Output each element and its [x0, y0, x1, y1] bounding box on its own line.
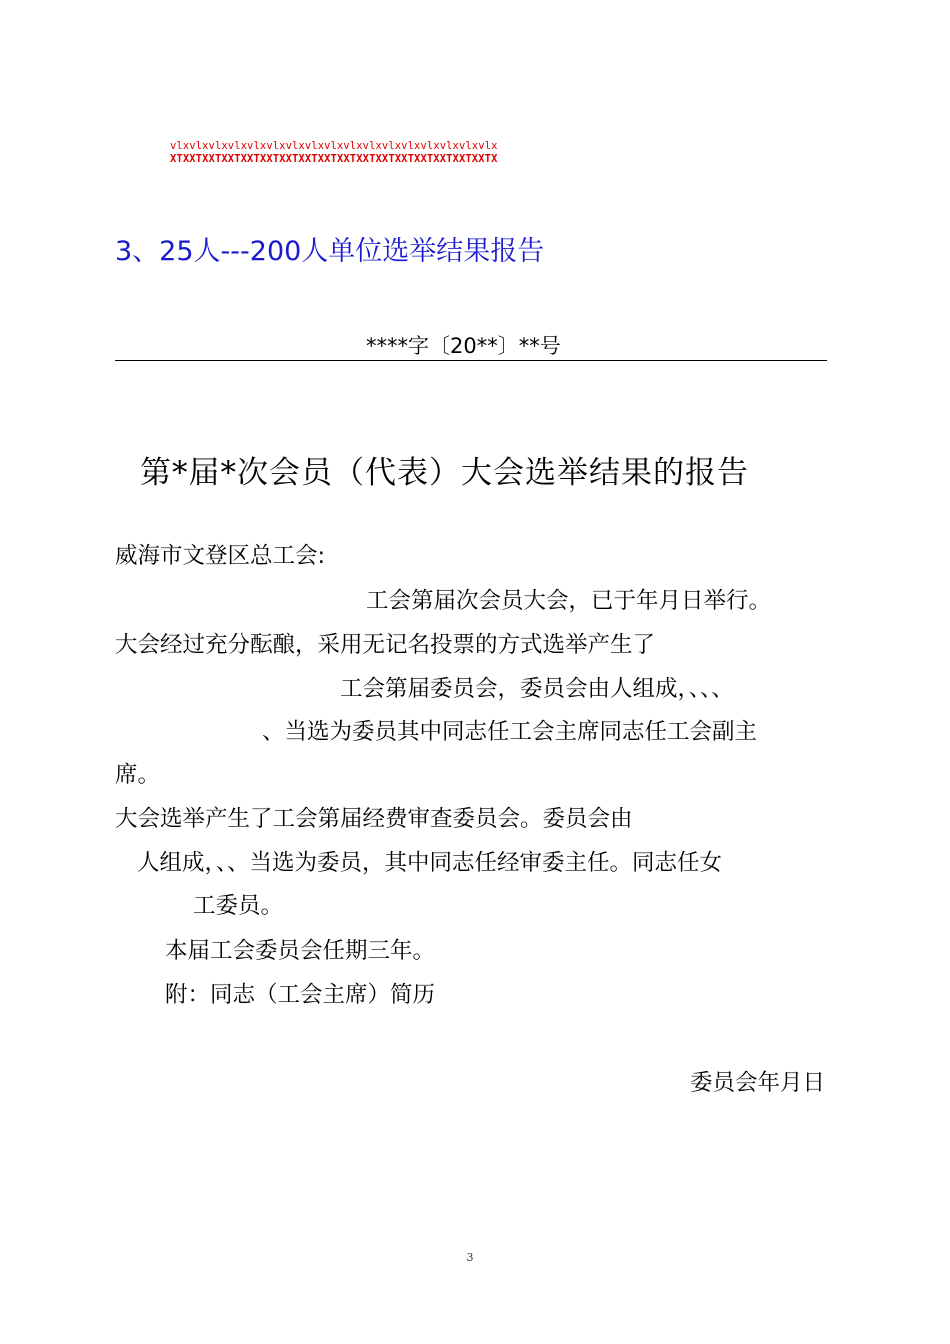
body-line: 附：同志（工会主席）简历 — [165, 982, 436, 1008]
body-line: 工委员。 — [193, 893, 284, 919]
body-line: 工会第届次会员大会，已于年月日举行。 — [366, 588, 772, 614]
body-line: 、当选为委员其中同志任工会主席同志任工会副主 — [262, 719, 758, 745]
section-heading: 3、25人---200人单位选举结果报告 — [115, 236, 545, 267]
body-line: 大会选举产生了工会第届经费审查委员会。委员会由 — [115, 806, 633, 832]
header-mark-line-1: vlxvlxvlxvlxvlxvlxvlxvlxvlxvlxvlxvlxvlxvlxvlxvlxvlx — [170, 140, 498, 152]
document-number: ****字〔20**〕**号 — [366, 334, 561, 358]
body-line: 席。 — [115, 762, 161, 788]
body-line: 工会第届委员会，委员会由人组成，、、、 — [340, 676, 734, 702]
body-line: 大会经过充分酝酿，采用无记名投票的方式选举产生了 — [115, 632, 656, 658]
header-mark-line-2: XTXXTXXTXXTXXTXXTXXTXXTXXTXXTXXTXXTXXTXXTXXTXXTXXTX — [170, 153, 498, 165]
body-line: 人组成，、、当选为委员，其中同志任经审委主任。同志任女 — [137, 850, 723, 876]
salutation: 威海市文登区总工会: — [115, 543, 326, 569]
header-rule — [115, 360, 827, 361]
signature-line: 委员会年月日 — [689, 1070, 825, 1096]
document-title: 第*届*次会员（代表）大会选举结果的报告 — [140, 455, 749, 491]
page-number: 3 — [466, 1251, 474, 1264]
body-line: 本届工会委员会任期三年。 — [165, 938, 436, 964]
